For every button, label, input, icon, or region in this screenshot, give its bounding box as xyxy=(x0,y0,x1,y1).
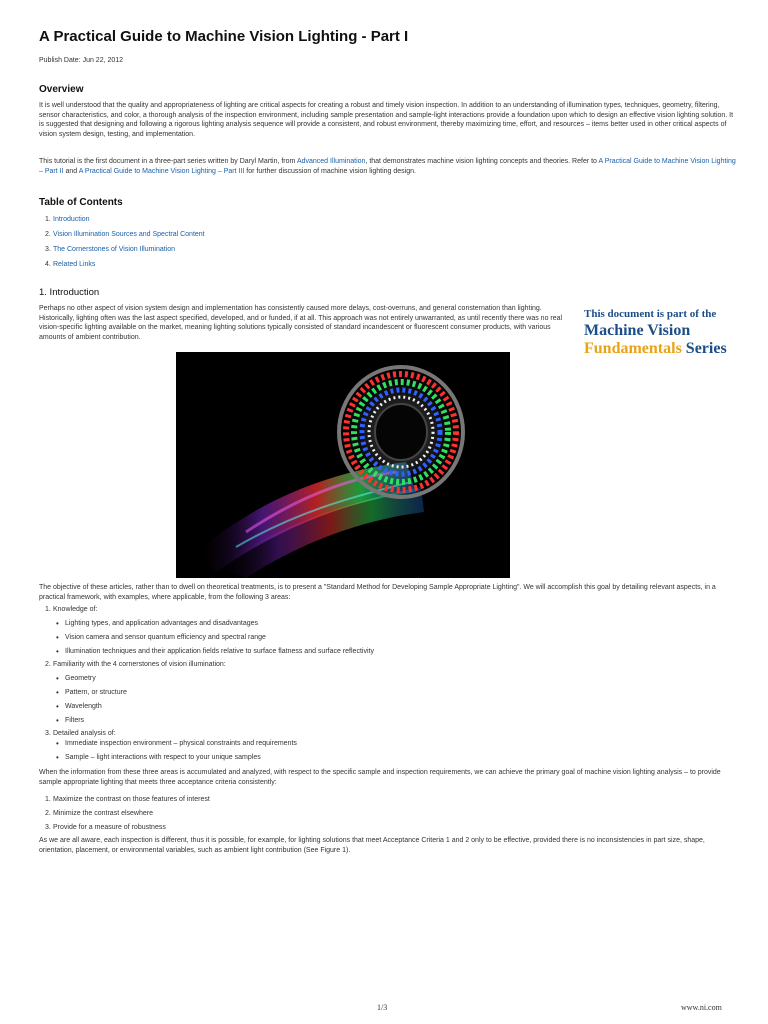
toc-link-cornerstones[interactable]: The Cornerstones of Vision Illumination xyxy=(53,246,176,253)
criteria-item xyxy=(39,795,736,809)
areas-list-item xyxy=(39,605,736,661)
series-line-3 xyxy=(584,340,754,358)
sublist-item: • Wavelength xyxy=(53,702,736,716)
list-number: 2. xyxy=(45,810,51,817)
areas-list-item xyxy=(39,729,736,767)
areas-list xyxy=(39,605,736,767)
introduction-paragraph-3: When the information from these three areas is accumulated and analyzed, with respect to the specific sample and inspection requirements, we can achieve the primary goal of machine vision lighting analysis – to provide sample appropriate lighting that meets three acceptance criteria consistently: xyxy=(39,769,721,786)
series-word: Series xyxy=(681,340,727,357)
cornerstones-sublist xyxy=(53,674,736,730)
sublist-item: • Pattern, or structure xyxy=(53,688,736,702)
ring-light-photo xyxy=(176,352,510,578)
areas-list-item xyxy=(39,660,736,730)
sublist-item: • Illumination techniques and their application fields relative to surface flatness and surface reflectivity xyxy=(53,647,736,661)
sublist-item: • Geometry xyxy=(53,674,736,688)
series-badge xyxy=(584,308,754,358)
introduction-heading: 1. Introduction xyxy=(39,287,100,298)
sublist-item: • Filters xyxy=(53,716,736,730)
toc-item-number: 1. xyxy=(45,216,51,223)
criteria-label: Minimize the contrast elsewhere xyxy=(53,810,153,817)
criteria-item xyxy=(39,823,736,837)
introduction-paragraph-1: Perhaps no other aspect of vision system design and implementation has consistently caused more delays, cost-overruns, and general consternation than lighting. Historically, lighting often was the last aspect specified, developed, and or funded, if at all. This approach was not entirely unwarranted, as until recently there was no real vision-specific lighting available on the market, meaning lighting solutions typically consisted of standard incandescent or fluorescent consumer products, with various amounts of ambient contribution. xyxy=(39,305,563,341)
introduction-paragraph-4: As we are all aware, each inspection is different, thus it is possible, for example, for lighting solutions that meet Acceptance Criteria 1 and 2 only to be effective, provided there is no inconsistencies in part size, shape, orientation, placement, or environmental variables, such as ambient light contribution (See Figure 1). xyxy=(39,837,705,854)
list-label: Detailed analysis of: xyxy=(53,730,116,737)
introduction-paragraph-2: The objective of these articles, rather than to dwell on theoretical treatments, is to present a "Standard Method for Developing Sample Appropriate Lighting". We will accomplish this goal by detailing relevant aspects, in a practical framework, with examples, where applicable, from the following 3 areas: xyxy=(39,584,716,601)
overview-text-c: and xyxy=(63,167,79,175)
list-number: 3. xyxy=(45,824,51,831)
sublist-item: • Vision camera and sensor quantum efficiency and spectral range xyxy=(53,633,736,647)
criteria-label: Provide for a measure of robustness xyxy=(53,824,166,831)
overview-text-b: , that demonstrates machine vision lighting concepts and theories. Refer to xyxy=(365,158,599,165)
overview-text-d: for further discussion of machine vision lighting design. xyxy=(244,167,416,175)
overview-heading: Overview xyxy=(39,84,84,95)
list-number: 2. xyxy=(45,661,51,668)
toc-item xyxy=(39,230,439,245)
toc-heading: Table of Contents xyxy=(39,197,123,208)
list-number: 1. xyxy=(45,796,51,803)
toc-list xyxy=(39,215,439,275)
overview-paragraph-2 xyxy=(39,157,736,176)
advanced-illumination-link[interactable]: Advanced Illumination xyxy=(296,158,366,165)
criteria-item xyxy=(39,809,736,823)
sublist-item: • Lighting types, and application advantages and disadvantages xyxy=(53,619,736,633)
list-number: 1. xyxy=(45,606,51,613)
analysis-sublist xyxy=(53,739,736,767)
toc-item xyxy=(39,260,439,275)
series-fundamentals: Fundamentals xyxy=(584,340,682,357)
list-number: 3. xyxy=(45,730,51,737)
list-label: Familiarity with the 4 cornerstones of vision illumination: xyxy=(53,661,226,668)
footer-site: www.ni.com xyxy=(681,1003,722,1012)
toc-link-introduction[interactable]: Introduction xyxy=(53,216,90,223)
toc-item xyxy=(39,245,439,260)
part-ii-link[interactable]: A Practical Guide to Machine Vision Lighting – Part II xyxy=(39,158,736,175)
publish-date: Publish Date: Jun 22, 2012 xyxy=(39,57,124,64)
ring-light-image xyxy=(176,352,510,578)
toc-link-illumination-sources[interactable]: Vision Illumination Sources and Spectral Content xyxy=(53,231,205,238)
overview-text-a: This tutorial is the first document in a three-part series written by Daryl Martin, from xyxy=(39,158,297,165)
part-iii-link[interactable]: A Practical Guide to Machine Vision Lighting – Part III xyxy=(78,167,245,175)
series-line-2: Machine Vision xyxy=(584,322,691,339)
page-title: A Practical Guide to Machine Vision Lighting - Part I xyxy=(39,28,409,45)
toc-item-number: 4. xyxy=(45,261,51,268)
criteria-label: Maximize the contrast on those features of interest xyxy=(53,796,210,803)
toc-item-number: 3. xyxy=(45,246,51,253)
toc-item xyxy=(39,215,439,230)
sublist-item: • Sample – light interactions with respect to your unique samples xyxy=(53,753,736,767)
toc-link-related-links[interactable]: Related Links xyxy=(53,261,96,268)
criteria-list xyxy=(39,795,736,837)
knowledge-sublist xyxy=(53,619,736,661)
overview-paragraph-1: It is well understood that the quality and appropriateness of lighting are critical aspects for creating a robust and timely vision inspection. In addition to an understanding of illumination types, techniques, geometry, filtering, sensor characteristics, and color, a thorough analysis of the inspection environment, including sample presentation and sample-light interactions provide a foundation upon which to design an effective vision lighting solution. It is suggested that designing and following a rigorous lighting analysis sequence will provide a consistent, and robust environment, thereby maximizing time, effort, and resources – items better used in other critical aspects of vision system design, testing, and implementation. xyxy=(39,102,734,138)
list-label: Knowledge of: xyxy=(53,606,98,613)
sublist-item: • Immediate inspection environment – physical constraints and requirements xyxy=(53,739,736,753)
page-number: 1/3 xyxy=(377,1003,388,1012)
toc-item-number: 2. xyxy=(45,231,51,238)
series-line-1: This document is part of the xyxy=(584,308,717,320)
